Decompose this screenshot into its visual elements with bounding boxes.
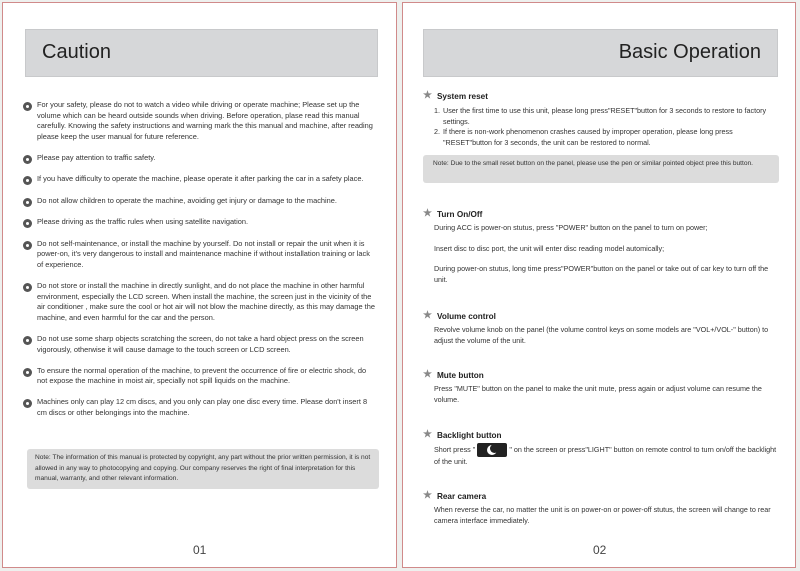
star-icon: ★ bbox=[423, 429, 432, 440]
page-number: 01 bbox=[193, 543, 207, 557]
section-title: Mute button bbox=[436, 370, 484, 380]
caution-text: Do not self-maintenance, or install the machine by yourself. Do not install or repair the unit when it is power-on, it's very dangerous to install and maintenance machine if without installation training or lack of experience. bbox=[37, 238, 370, 270]
step-text: User the first time to use this unit, please long press"RESET"button for 3 seconds to restore to factory settings. bbox=[443, 106, 767, 126]
section-heading bbox=[423, 90, 779, 102]
section-text: Press "MUTE" button on the panel to make the unit mute, press again or adjust volume can resume the volume. bbox=[434, 384, 762, 404]
list-item bbox=[23, 153, 375, 164]
caution-text: To ensure the normal operation of the machine, to prevent the occurrence of fire or electric shock, do not expose the machine in moist air, specially not spill liquids on the machine. bbox=[37, 365, 367, 386]
caution-text: Please driving as the traffic rules when using satellite navigation. bbox=[37, 217, 249, 227]
section-text: Insert disc to disc port, the unit will enter disc reading model automically; bbox=[434, 243, 665, 253]
section-turn-on-off bbox=[423, 208, 779, 285]
bullet-circle-icon bbox=[23, 155, 32, 164]
caution-text: Do not store or install the machine in directly sunlight, and do not place the machine in other harmful environment, especially the LCD screen. When install the machine, the screen just in the vicinity of the air conditioner , make sure the cool or hot air will not blow the machine directly, as this may damage the machine, and even harmful for the car and the person. bbox=[37, 281, 375, 322]
caution-text: Do not allow children to operate the machine, avoiding get injury or damage to the machine. bbox=[37, 195, 337, 205]
backlight-text-before: Short press " bbox=[434, 444, 476, 454]
caution-text: Please pay attention to traffic safety. bbox=[37, 152, 156, 162]
section-heading bbox=[423, 369, 779, 381]
section-rear-camera bbox=[423, 490, 779, 526]
moon-icon bbox=[477, 443, 507, 457]
caution-text: If you have difficulty to operate the machine, please operate it after parking the car in a safety place. bbox=[37, 174, 364, 184]
reset-note: Note: Due to the small reset button on the panel, please use the pen or similar pointed object pree this button. bbox=[423, 155, 779, 183]
caution-text: For your safety, please do not to watch a video while driving or operate machine; Please set up the volume which can be heard outside sounds when driving. Before operation, plase read this manual carefully. Knowing the safety instructions and warning mark the this manual and machine, after reading please keep the user manual for future reference. bbox=[37, 100, 373, 141]
bullet-circle-icon bbox=[23, 368, 32, 377]
section-text bbox=[423, 443, 779, 468]
list-item bbox=[23, 217, 375, 228]
caution-text: Do not use some sharp objects scratching the screen, do not take a hard object press on the screen vigorously, otherwise it will cause damage to the touch screen or LCD screen. bbox=[37, 334, 364, 354]
bullet-circle-icon bbox=[23, 219, 32, 228]
section-title: Volume control bbox=[436, 311, 496, 321]
section-heading bbox=[423, 429, 779, 441]
list-item bbox=[23, 366, 375, 387]
list-item bbox=[434, 127, 779, 148]
list-item bbox=[434, 106, 779, 127]
section-title: System reset bbox=[436, 91, 488, 101]
section-volume-control bbox=[423, 310, 779, 346]
list-item bbox=[23, 334, 375, 355]
section-title: Backlight button bbox=[436, 430, 502, 440]
step-text: If there is non-work phenomenon crashes caused by improper operation, please long press "RESET"button for 3 seconds, the unit can be restored to normal. bbox=[443, 127, 733, 147]
section-text: Revolve volume knob on the panel (the volume control keys on some models are "VOL+/VOL-" button) to adjust the volume of the unit. bbox=[434, 325, 769, 345]
section-text: During power-on stutus, long time press"POWER"button on the panel or take out of car key to turn off the unit. bbox=[434, 264, 769, 284]
section-heading bbox=[423, 490, 779, 502]
star-icon: ★ bbox=[423, 90, 432, 101]
bullet-circle-icon bbox=[23, 176, 32, 185]
section-heading bbox=[423, 208, 779, 220]
bullet-circle-icon bbox=[23, 102, 32, 111]
section-text: During ACC is power-on stutus, press "POWER" button on the panel to turn on power; bbox=[434, 223, 708, 232]
section-title: Turn On/Off bbox=[436, 209, 483, 219]
copyright-note: Note: The information of this manual is protected by copyright, any part without the prior written permission, it is not allowed in any way to photocopying and copying. Our company reserves the right of final interpretation for this manual, warranty, and other relevant information. bbox=[27, 449, 379, 489]
section-backlight-button bbox=[423, 429, 779, 468]
section-mute-button bbox=[423, 369, 779, 405]
list-item bbox=[23, 174, 375, 185]
page-title: Basic Operation bbox=[618, 41, 761, 63]
reset-steps bbox=[423, 106, 779, 148]
page-left bbox=[2, 2, 397, 568]
bullet-circle-icon bbox=[23, 336, 32, 345]
step-number: 2. bbox=[434, 127, 440, 137]
section-system-reset bbox=[423, 90, 779, 148]
page-title: Caution bbox=[42, 41, 111, 63]
list-item bbox=[23, 196, 375, 207]
page-right bbox=[402, 2, 796, 568]
star-icon: ★ bbox=[423, 208, 432, 219]
list-item bbox=[23, 239, 375, 271]
caution-list bbox=[23, 100, 375, 429]
backlight-text-after: " on the screen or press"LIGHT" button on remote control to turn on/off the backlight of the unit. bbox=[434, 444, 777, 466]
bullet-circle-icon bbox=[23, 399, 32, 408]
step-number: 1. bbox=[434, 106, 440, 115]
list-item bbox=[23, 281, 375, 323]
page-number: 02 bbox=[593, 543, 607, 557]
star-icon: ★ bbox=[423, 310, 432, 321]
section-heading bbox=[423, 310, 779, 322]
section-title: Rear camera bbox=[436, 491, 487, 501]
bullet-circle-icon bbox=[23, 283, 32, 292]
list-item bbox=[23, 397, 375, 418]
list-item bbox=[23, 100, 375, 142]
bullet-circle-icon bbox=[23, 198, 32, 207]
star-icon: ★ bbox=[423, 369, 432, 380]
caution-text: Machines only can play 12 cm discs, and you only can play one disc every time. Please don't insert 8 cm discs or other belongings into the machine. bbox=[37, 397, 368, 417]
bullet-circle-icon bbox=[23, 241, 32, 250]
caution-header bbox=[25, 29, 378, 77]
section-text: When reverse the car, no matter the unit is on power-on or power-off stutus, the screen will change to rear camera interface immediately. bbox=[434, 505, 771, 525]
basic-operation-header bbox=[423, 29, 778, 77]
star-icon: ★ bbox=[423, 490, 432, 501]
